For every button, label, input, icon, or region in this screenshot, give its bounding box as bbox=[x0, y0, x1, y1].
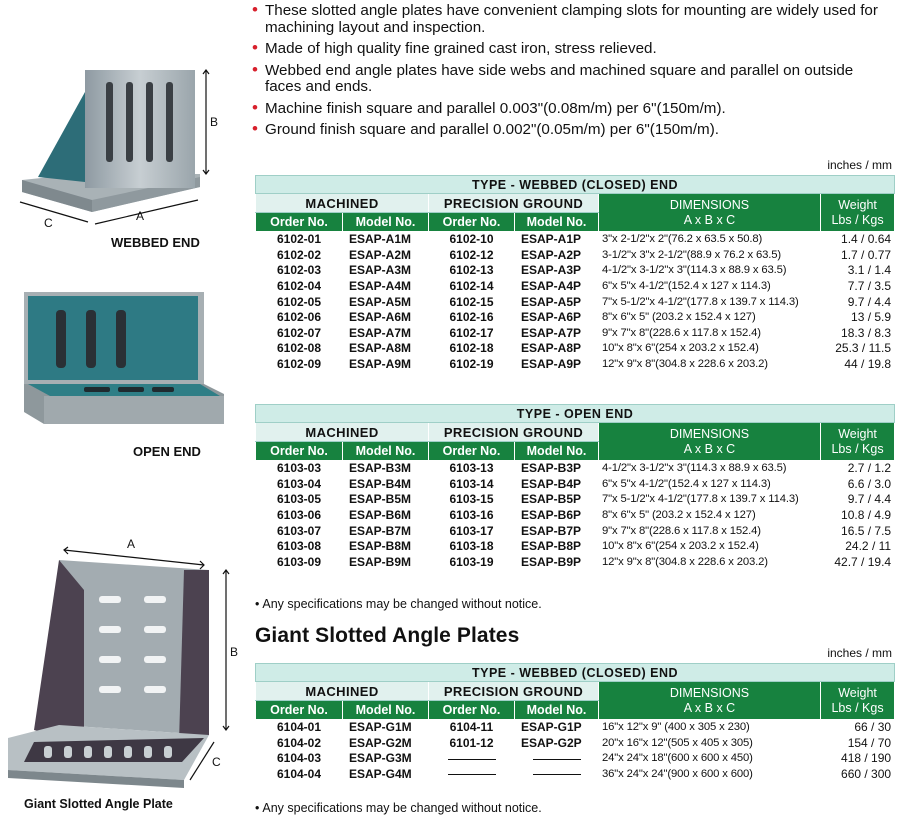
dimensions-sub-label: A x B x C bbox=[683, 441, 736, 456]
webbed-end-image bbox=[10, 62, 240, 234]
table-row bbox=[256, 492, 895, 508]
weight-value: 7.7 / 3.5 bbox=[821, 278, 895, 294]
table-row bbox=[256, 309, 895, 325]
model-no: ESAP-B9P bbox=[515, 554, 599, 570]
table-title: TYPE - WEBBED (CLOSED) END bbox=[256, 176, 895, 194]
model-no: ESAP-A1M bbox=[343, 232, 429, 248]
dash-mark bbox=[533, 759, 581, 760]
dimensions-value: 6"x 5"x 4-1/2"(152.4 x 127 x 114.3) bbox=[599, 476, 821, 492]
giant-dim-b-label: B bbox=[230, 645, 239, 659]
table-row bbox=[256, 294, 895, 310]
order-no: 6102-01 bbox=[256, 232, 343, 248]
order-no: 6102-02 bbox=[256, 247, 343, 263]
model-no: ESAP-B8P bbox=[515, 538, 599, 554]
order-no: 6102-09 bbox=[256, 356, 343, 372]
weight-header bbox=[821, 194, 895, 232]
open-end-label: OPEN END bbox=[133, 444, 201, 459]
table-row bbox=[256, 263, 895, 279]
dimensions-value: 4-1/2"x 3-1/2"x 3"(114.3 x 88.9 x 63.5) bbox=[599, 461, 821, 477]
order-no-empty bbox=[429, 766, 515, 782]
order-no: 6102-19 bbox=[429, 356, 515, 372]
model-no: ESAP-B3P bbox=[515, 461, 599, 477]
weight-value: 24.2 / 11 bbox=[821, 538, 895, 554]
weight-header bbox=[821, 423, 895, 461]
model-no: ESAP-G1P bbox=[515, 720, 599, 736]
order-no: 6104-04 bbox=[256, 766, 343, 782]
order-no: 6102-10 bbox=[429, 232, 515, 248]
order-no: 6101-12 bbox=[429, 735, 515, 751]
order-no: 6103-07 bbox=[256, 523, 343, 539]
webbed-end-label: WEBBED END bbox=[111, 235, 200, 250]
dimensions-value: 3-1/2"x 3"x 2-1/2"(88.9 x 76.2 x 63.5) bbox=[599, 247, 821, 263]
order-no: 6103-18 bbox=[429, 538, 515, 554]
weight-value: 6.6 / 3.0 bbox=[821, 476, 895, 492]
dimensions-sub-label: A x B x C bbox=[683, 212, 736, 227]
weight-label: Weight bbox=[838, 426, 877, 441]
model-no: ESAP-B8M bbox=[343, 538, 429, 554]
dimensions-sub-label: A x B x C bbox=[683, 700, 736, 715]
order-no: 6104-03 bbox=[256, 751, 343, 767]
model-no: ESAP-A6P bbox=[515, 309, 599, 325]
weight-value: 154 / 70 bbox=[821, 735, 895, 751]
dash-mark bbox=[533, 774, 581, 775]
model-no: ESAP-A7M bbox=[343, 325, 429, 341]
weight-label: Weight bbox=[838, 197, 877, 212]
giant-dim-c-label: C bbox=[212, 755, 221, 769]
order-no: 6102-03 bbox=[256, 263, 343, 279]
weight-value: 2.7 / 1.2 bbox=[821, 461, 895, 477]
weight-value: 13 / 5.9 bbox=[821, 309, 895, 325]
weight-value: 3.1 / 1.4 bbox=[821, 263, 895, 279]
table-row bbox=[256, 356, 895, 372]
model-no: ESAP-B7P bbox=[515, 523, 599, 539]
machined-header: MACHINED bbox=[256, 682, 429, 701]
order-no: 6102-17 bbox=[429, 325, 515, 341]
table-row bbox=[256, 523, 895, 539]
model-no-empty bbox=[515, 751, 599, 767]
units-label: inches / mm bbox=[827, 646, 892, 660]
dimensions-header bbox=[599, 194, 821, 232]
order-no: 6102-13 bbox=[429, 263, 515, 279]
dash-mark bbox=[448, 774, 496, 775]
model-no-header: Model No. bbox=[343, 442, 429, 461]
order-no: 6104-01 bbox=[256, 720, 343, 736]
table-body bbox=[256, 720, 895, 782]
feature-item: • Ground finish square and parallel 0.002"(0.05m/m) per 6"(150m/m). bbox=[252, 122, 892, 139]
giant-plate-label: Giant Slotted Angle Plate bbox=[24, 797, 173, 811]
weight-value: 18.3 / 8.3 bbox=[821, 325, 895, 341]
weight-header bbox=[821, 682, 895, 720]
model-no-header: Model No. bbox=[343, 213, 429, 232]
dimensions-value: 24"x 24"x 18"(600 x 600 x 450) bbox=[599, 751, 821, 767]
dim-c-label: C bbox=[44, 216, 53, 230]
table-row bbox=[256, 507, 895, 523]
giant-plate-image bbox=[4, 530, 244, 792]
table-row bbox=[256, 751, 895, 767]
table-title: TYPE - OPEN END bbox=[256, 405, 895, 423]
dimensions-value: 12"x 9"x 8"(304.8 x 228.6 x 203.2) bbox=[599, 356, 821, 372]
weight-value: 10.8 / 4.9 bbox=[821, 507, 895, 523]
order-no-header: Order No. bbox=[429, 213, 515, 232]
model-no: ESAP-A7P bbox=[515, 325, 599, 341]
model-no: ESAP-B7M bbox=[343, 523, 429, 539]
order-no-header: Order No. bbox=[429, 701, 515, 720]
model-no: ESAP-A5M bbox=[343, 294, 429, 310]
table-row bbox=[256, 554, 895, 570]
weight-value: 66 / 30 bbox=[821, 720, 895, 736]
model-no: ESAP-G4M bbox=[343, 766, 429, 782]
weight-value: 44 / 19.8 bbox=[821, 356, 895, 372]
order-no: 6103-13 bbox=[429, 461, 515, 477]
order-no: 6104-11 bbox=[429, 720, 515, 736]
model-no: ESAP-A9M bbox=[343, 356, 429, 372]
dimensions-value: 36"x 24"x 24"(900 x 600 x 600) bbox=[599, 766, 821, 782]
table-row bbox=[256, 735, 895, 751]
order-no: 6102-06 bbox=[256, 309, 343, 325]
order-no: 6102-04 bbox=[256, 278, 343, 294]
order-no: 6102-07 bbox=[256, 325, 343, 341]
dimensions-value: 7"x 5-1/2"x 4-1/2"(177.8 x 139.7 x 114.3) bbox=[599, 492, 821, 508]
order-no-empty bbox=[429, 751, 515, 767]
model-no: ESAP-A2M bbox=[343, 247, 429, 263]
spec-notice: • Any specifications may be changed without notice. bbox=[255, 801, 542, 815]
dimensions-value: 3"x 2-1/2"x 2"(76.2 x 63.5 x 50.8) bbox=[599, 232, 821, 248]
open-end-table bbox=[255, 404, 895, 570]
table-row bbox=[256, 341, 895, 357]
order-no: 6103-04 bbox=[256, 476, 343, 492]
model-no: ESAP-B4P bbox=[515, 476, 599, 492]
order-no: 6103-19 bbox=[429, 554, 515, 570]
order-no: 6102-15 bbox=[429, 294, 515, 310]
weight-sub-label: Lbs / Kgs bbox=[831, 441, 884, 456]
model-no: ESAP-B9M bbox=[343, 554, 429, 570]
dimensions-value: 20"x 16"x 12"(505 x 405 x 305) bbox=[599, 735, 821, 751]
weight-value: 9.7 / 4.4 bbox=[821, 492, 895, 508]
model-no: ESAP-A1P bbox=[515, 232, 599, 248]
units-label: inches / mm bbox=[827, 158, 892, 172]
table-row bbox=[256, 232, 895, 248]
table-row bbox=[256, 325, 895, 341]
dash-mark bbox=[448, 759, 496, 760]
model-no: ESAP-A6M bbox=[343, 309, 429, 325]
table-row bbox=[256, 476, 895, 492]
model-no: ESAP-B4M bbox=[343, 476, 429, 492]
dimensions-label: DIMENSIONS bbox=[669, 197, 750, 212]
dimensions-header bbox=[599, 682, 821, 720]
order-no: 6103-17 bbox=[429, 523, 515, 539]
giant-dim-a-label: A bbox=[127, 537, 136, 551]
order-no: 6102-18 bbox=[429, 341, 515, 357]
dimensions-header bbox=[599, 423, 821, 461]
order-no: 6103-14 bbox=[429, 476, 515, 492]
dimensions-label: DIMENSIONS bbox=[669, 685, 750, 700]
model-no: ESAP-G2P bbox=[515, 735, 599, 751]
dimensions-value: 9"x 7"x 8"(228.6 x 117.8 x 152.4) bbox=[599, 523, 821, 539]
model-no-header: Model No. bbox=[515, 213, 599, 232]
weight-sub-label: Lbs / Kgs bbox=[831, 700, 884, 715]
table-row bbox=[256, 766, 895, 782]
dimensions-value: 8"x 6"x 5" (203.2 x 152.4 x 127) bbox=[599, 309, 821, 325]
order-no: 6103-08 bbox=[256, 538, 343, 554]
weight-value: 25.3 / 11.5 bbox=[821, 341, 895, 357]
order-no-header: Order No. bbox=[256, 213, 343, 232]
precision-ground-header: PRECISION GROUND bbox=[429, 423, 599, 442]
dimensions-value: 10"x 8"x 6"(254 x 203.2 x 152.4) bbox=[599, 341, 821, 357]
model-no: ESAP-A5P bbox=[515, 294, 599, 310]
spec-notice: • Any specifications may be changed without notice. bbox=[255, 597, 542, 611]
order-no: 6103-15 bbox=[429, 492, 515, 508]
precision-ground-header: PRECISION GROUND bbox=[429, 194, 599, 213]
order-no: 6103-03 bbox=[256, 461, 343, 477]
model-no: ESAP-A9P bbox=[515, 356, 599, 372]
weight-label: Weight bbox=[838, 685, 877, 700]
weight-value: 42.7 / 19.4 bbox=[821, 554, 895, 570]
dimensions-value: 8"x 6"x 5" (203.2 x 152.4 x 127) bbox=[599, 507, 821, 523]
giant-section-heading: Giant Slotted Angle Plates bbox=[255, 624, 520, 647]
table-body bbox=[256, 461, 895, 570]
table-row bbox=[256, 461, 895, 477]
weight-value: 1.4 / 0.64 bbox=[821, 232, 895, 248]
webbed-end-table bbox=[255, 175, 895, 372]
model-no: ESAP-G2M bbox=[343, 735, 429, 751]
dimensions-value: 12"x 9"x 8"(304.8 x 228.6 x 203.2) bbox=[599, 554, 821, 570]
model-no-header: Model No. bbox=[515, 442, 599, 461]
model-no: ESAP-A4P bbox=[515, 278, 599, 294]
order-no: 6103-06 bbox=[256, 507, 343, 523]
model-no-header: Model No. bbox=[343, 701, 429, 720]
model-no: ESAP-A8M bbox=[343, 341, 429, 357]
model-no: ESAP-B6P bbox=[515, 507, 599, 523]
dimensions-value: 16"x 12"x 9" (400 x 305 x 230) bbox=[599, 720, 821, 736]
order-no-header: Order No. bbox=[429, 442, 515, 461]
machined-header: MACHINED bbox=[256, 194, 429, 213]
model-no: ESAP-A8P bbox=[515, 341, 599, 357]
model-no: ESAP-A3M bbox=[343, 263, 429, 279]
model-no: ESAP-B3M bbox=[343, 461, 429, 477]
order-no: 6102-14 bbox=[429, 278, 515, 294]
order-no-header: Order No. bbox=[256, 701, 343, 720]
weight-sub-label: Lbs / Kgs bbox=[831, 212, 884, 227]
table-title: TYPE - WEBBED (CLOSED) END bbox=[256, 664, 895, 682]
model-no: ESAP-G3M bbox=[343, 751, 429, 767]
model-no: ESAP-B5M bbox=[343, 492, 429, 508]
feature-item: • Made of high quality fine grained cast iron, stress relieved. bbox=[252, 41, 892, 58]
weight-value: 660 / 300 bbox=[821, 766, 895, 782]
model-no: ESAP-B5P bbox=[515, 492, 599, 508]
table-row bbox=[256, 538, 895, 554]
model-no: ESAP-A4M bbox=[343, 278, 429, 294]
table-body bbox=[256, 232, 895, 372]
order-no-header: Order No. bbox=[256, 442, 343, 461]
dimensions-value: 10"x 8"x 6"(254 x 203.2 x 152.4) bbox=[599, 538, 821, 554]
open-end-image bbox=[24, 292, 224, 435]
feature-item: • These slotted angle plates have convenient clamping slots for mounting are widely used for machining layout and inspection. bbox=[252, 3, 892, 36]
dimensions-value: 6"x 5"x 4-1/2"(152.4 x 127 x 114.3) bbox=[599, 278, 821, 294]
order-no: 6102-08 bbox=[256, 341, 343, 357]
model-no: ESAP-A3P bbox=[515, 263, 599, 279]
dimensions-value: 7"x 5-1/2"x 4-1/2"(177.8 x 139.7 x 114.3) bbox=[599, 294, 821, 310]
table-row bbox=[256, 278, 895, 294]
table-row bbox=[256, 720, 895, 736]
order-no: 6102-16 bbox=[429, 309, 515, 325]
dimensions-value: 9"x 7"x 8"(228.6 x 117.8 x 152.4) bbox=[599, 325, 821, 341]
weight-value: 16.5 / 7.5 bbox=[821, 523, 895, 539]
feature-item: • Machine finish square and parallel 0.003"(0.08m/m) per 6"(150m/m). bbox=[252, 101, 892, 118]
giant-plate-table bbox=[255, 663, 895, 782]
model-no: ESAP-A2P bbox=[515, 247, 599, 263]
order-no: 6104-02 bbox=[256, 735, 343, 751]
order-no: 6103-09 bbox=[256, 554, 343, 570]
order-no: 6102-12 bbox=[429, 247, 515, 263]
feature-item: • Webbed end angle plates have side webs and machined square and parallel on outside faces and ends. bbox=[252, 63, 892, 96]
weight-value: 1.7 / 0.77 bbox=[821, 247, 895, 263]
order-no: 6102-05 bbox=[256, 294, 343, 310]
model-no-empty bbox=[515, 766, 599, 782]
weight-value: 418 / 190 bbox=[821, 751, 895, 767]
dim-a-label: A bbox=[136, 209, 145, 223]
dim-b-label: B bbox=[210, 115, 219, 129]
order-no: 6103-05 bbox=[256, 492, 343, 508]
model-no: ESAP-B6M bbox=[343, 507, 429, 523]
model-no-header: Model No. bbox=[515, 701, 599, 720]
order-no: 6103-16 bbox=[429, 507, 515, 523]
model-no: ESAP-G1M bbox=[343, 720, 429, 736]
table-row bbox=[256, 247, 895, 263]
weight-value: 9.7 / 4.4 bbox=[821, 294, 895, 310]
precision-ground-header: PRECISION GROUND bbox=[429, 682, 599, 701]
machined-header: MACHINED bbox=[256, 423, 429, 442]
feature-list bbox=[252, 3, 892, 144]
dimensions-value: 4-1/2"x 3-1/2"x 3"(114.3 x 88.9 x 63.5) bbox=[599, 263, 821, 279]
dimensions-label: DIMENSIONS bbox=[669, 426, 750, 441]
